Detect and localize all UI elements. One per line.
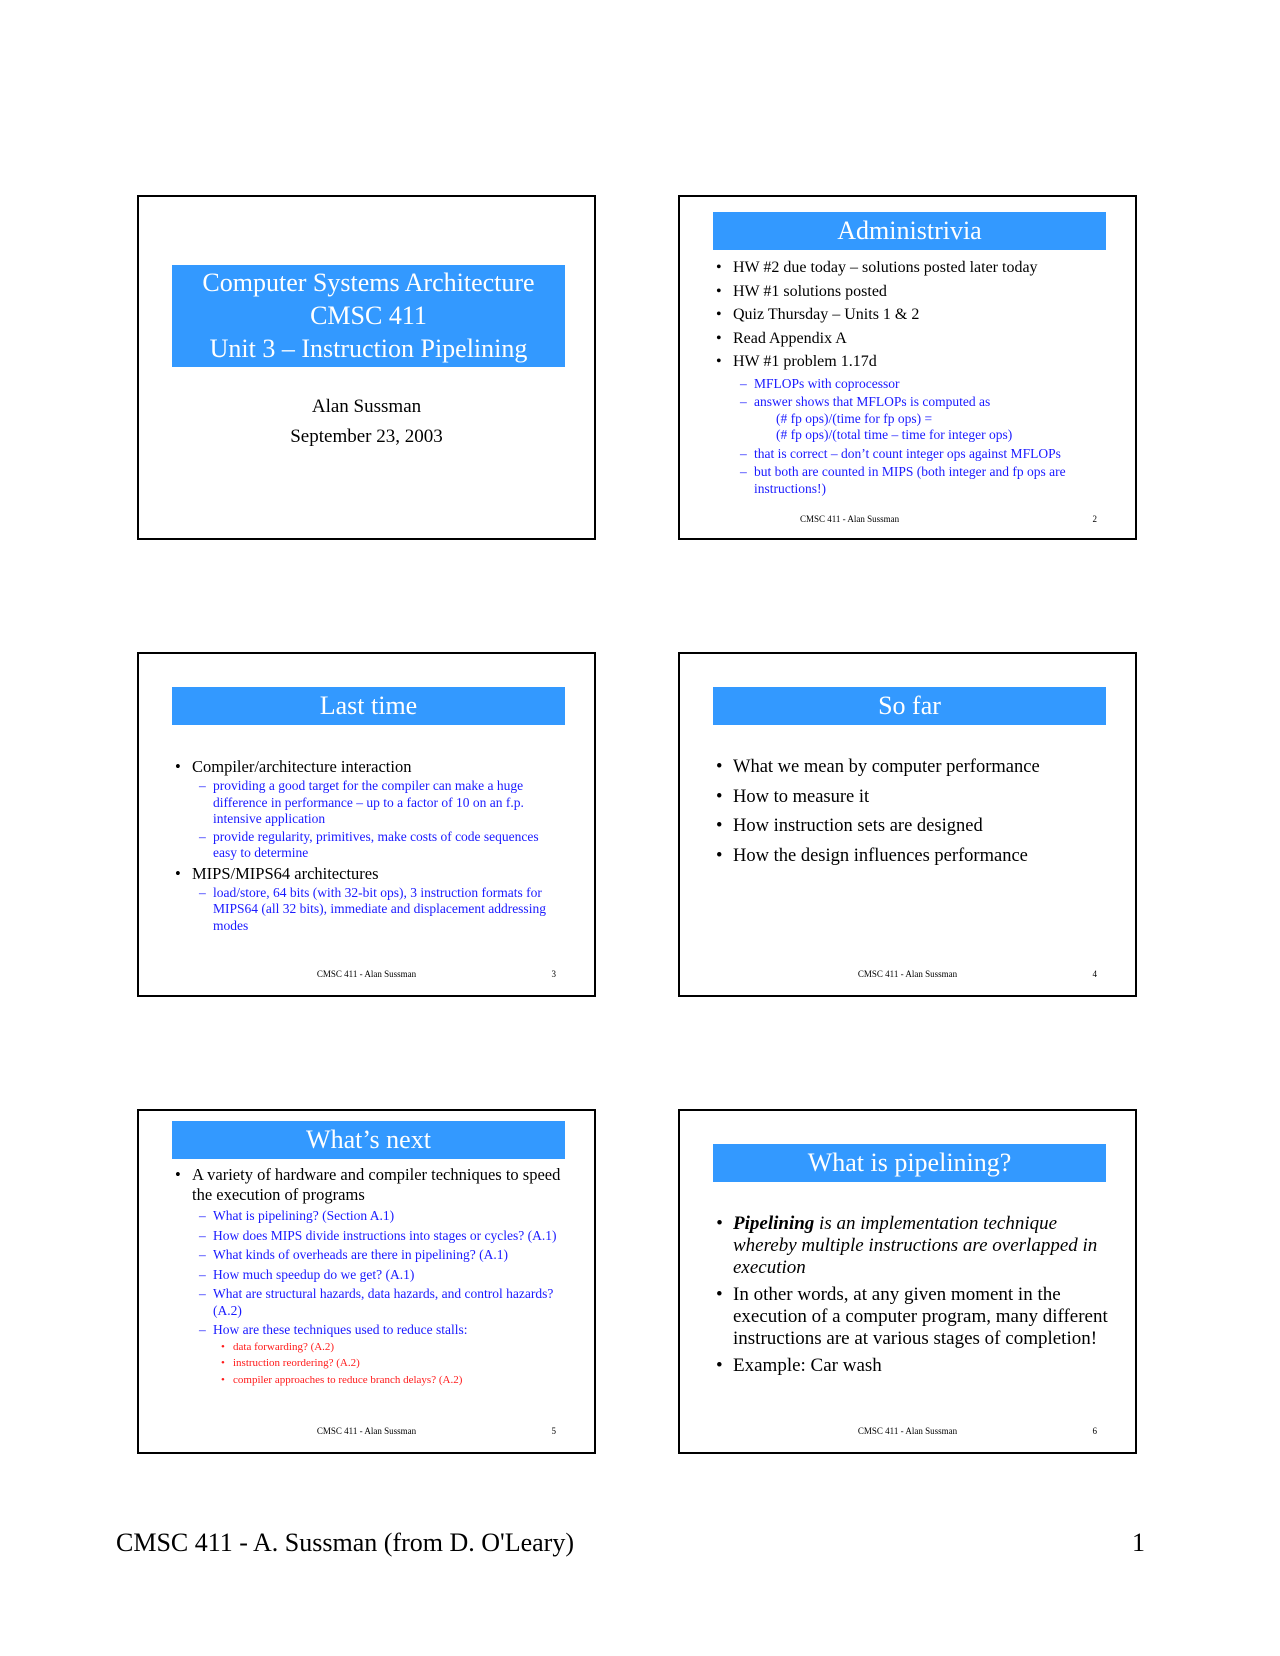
slide-5-body	[175, 1165, 566, 1388]
sub-bullet: – MFLOPs with coprocessor	[740, 376, 1119, 393]
author: Alan Sussman	[311, 396, 422, 417]
page-number: 1	[1132, 1528, 1145, 1557]
sub-bullet: – providing a good target for the compiler can make a huge difference in performance – up to a factor of 10 on an f.p. intensive application	[199, 778, 560, 828]
bullet: • How the design influences performance	[716, 842, 1119, 872]
sub-bullet: – How does MIPS divide instructions into stages or cycles? (A.1)	[199, 1228, 566, 1245]
sub-bullet	[740, 394, 1119, 444]
slide-2-body	[716, 256, 1119, 497]
slide-page-number: 5	[551, 1426, 556, 1436]
slide-3	[137, 652, 596, 997]
slide-2	[678, 195, 1137, 540]
bullet: • HW #1 solutions posted	[716, 280, 1119, 304]
bullet: • Example: Car wash	[716, 1355, 1109, 1377]
bullet	[716, 1213, 1109, 1279]
slide-page-number: 4	[1092, 969, 1097, 979]
sub-bullet: – load/store, 64 bits (with 32-bit ops), 3 instruction formats for MIPS64 (all 32 bits), immediate and displacement addressing modes	[199, 885, 560, 935]
slide-4	[678, 652, 1137, 997]
sub-bullet: – provide regularity, primitives, make costs of code sequences easy to determine	[199, 829, 560, 862]
bullet-text: is an implementation technique whereby multiple instructions are overlapped in execution	[733, 1213, 1098, 1278]
title-line: CMSC 411	[310, 301, 427, 330]
page-footer: CMSC 411 - A. Sussman (from D. O'Leary)	[116, 1528, 574, 1557]
bullet: • Compiler/architecture interaction	[175, 757, 560, 777]
bullet: • HW #2 due today – solutions posted later today	[716, 256, 1119, 280]
sub-bullet: – that is correct – don’t count integer ops against MFLOPs	[740, 446, 1119, 463]
slide-5	[137, 1109, 596, 1454]
slide-5-title: What’s next	[172, 1121, 565, 1159]
sub-bullet: – What kinds of overheads are there in pipelining? (A.1)	[199, 1247, 566, 1264]
sub-bullet: – How are these techniques used to reduce stalls:	[199, 1322, 566, 1339]
slide-2-title: Administrivia	[713, 212, 1106, 250]
sub-bullet: – What is pipelining? (Section A.1)	[199, 1208, 566, 1225]
bullet: • Read Appendix A	[716, 327, 1119, 351]
slide-1	[137, 195, 596, 540]
bullet: • HW #1 problem 1.17d	[716, 350, 1119, 374]
title-line: Computer Systems Architecture	[202, 268, 535, 297]
sub-sub-bullet: • instruction reordering? (A.2)	[221, 1355, 566, 1372]
slide-3-title: Last time	[172, 687, 565, 725]
sub-bullet-text: – answer shows that MFLOPs is computed as	[754, 394, 991, 409]
slide-footer: CMSC 411 - Alan Sussman	[316, 969, 417, 979]
bullet: • What we mean by computer performance	[716, 753, 1119, 783]
bullet: • Quiz Thursday – Units 1 & 2	[716, 303, 1119, 327]
slide-4-title: So far	[713, 687, 1106, 725]
slide-6-body	[716, 1213, 1109, 1382]
formula-line: (# fp ops)/(total time – time for integer ops)	[776, 427, 1013, 442]
sub-bullet: – What are structural hazards, data hazards, and control hazards? (A.2)	[199, 1286, 566, 1319]
slide-page-number: 3	[551, 969, 556, 979]
slide-page-number: 2	[1092, 514, 1097, 524]
title-line: Unit 3 – Instruction Pipelining	[209, 334, 528, 363]
slide-footer: CMSC 411 - Alan Sussman	[800, 514, 900, 524]
bullet: • How to measure it	[716, 783, 1119, 813]
formula-line: (# fp ops)/(time for fp ops) =	[776, 410, 933, 426]
bold-term: Pipelining	[733, 1213, 815, 1234]
slide-footer: CMSC 411 - Alan Sussman	[316, 1426, 417, 1436]
slide-6-title: What is pipelining?	[713, 1144, 1106, 1182]
slide-1-title	[172, 265, 565, 367]
bullet: • In other words, at any given moment in the execution of a computer program, many different instructions are at various stages of completion!	[716, 1284, 1109, 1350]
sub-sub-bullet: • data forwarding? (A.2)	[221, 1339, 566, 1356]
slide-3-body	[175, 755, 560, 934]
slide-4-body	[716, 753, 1119, 871]
date: September 23, 2003	[290, 426, 443, 447]
bullet: • A variety of hardware and compiler techniques to speed the execution of programs	[175, 1165, 566, 1205]
sub-bullet: – but both are counted in MIPS (both integer and fp ops are instructions!)	[740, 464, 1119, 497]
slide-6	[678, 1109, 1137, 1454]
slide-footer: CMSC 411 - Alan Sussman	[857, 969, 958, 979]
slide-page-number: 6	[1092, 1426, 1097, 1436]
slide-footer: CMSC 411 - Alan Sussman	[857, 1426, 958, 1436]
bullet: • How instruction sets are designed	[716, 812, 1119, 842]
sub-sub-bullet: • compiler approaches to reduce branch delays? (A.2)	[221, 1372, 566, 1389]
sub-bullet: – How much speedup do we get? (A.1)	[199, 1267, 566, 1284]
bullet: • MIPS/MIPS64 architectures	[175, 864, 560, 884]
